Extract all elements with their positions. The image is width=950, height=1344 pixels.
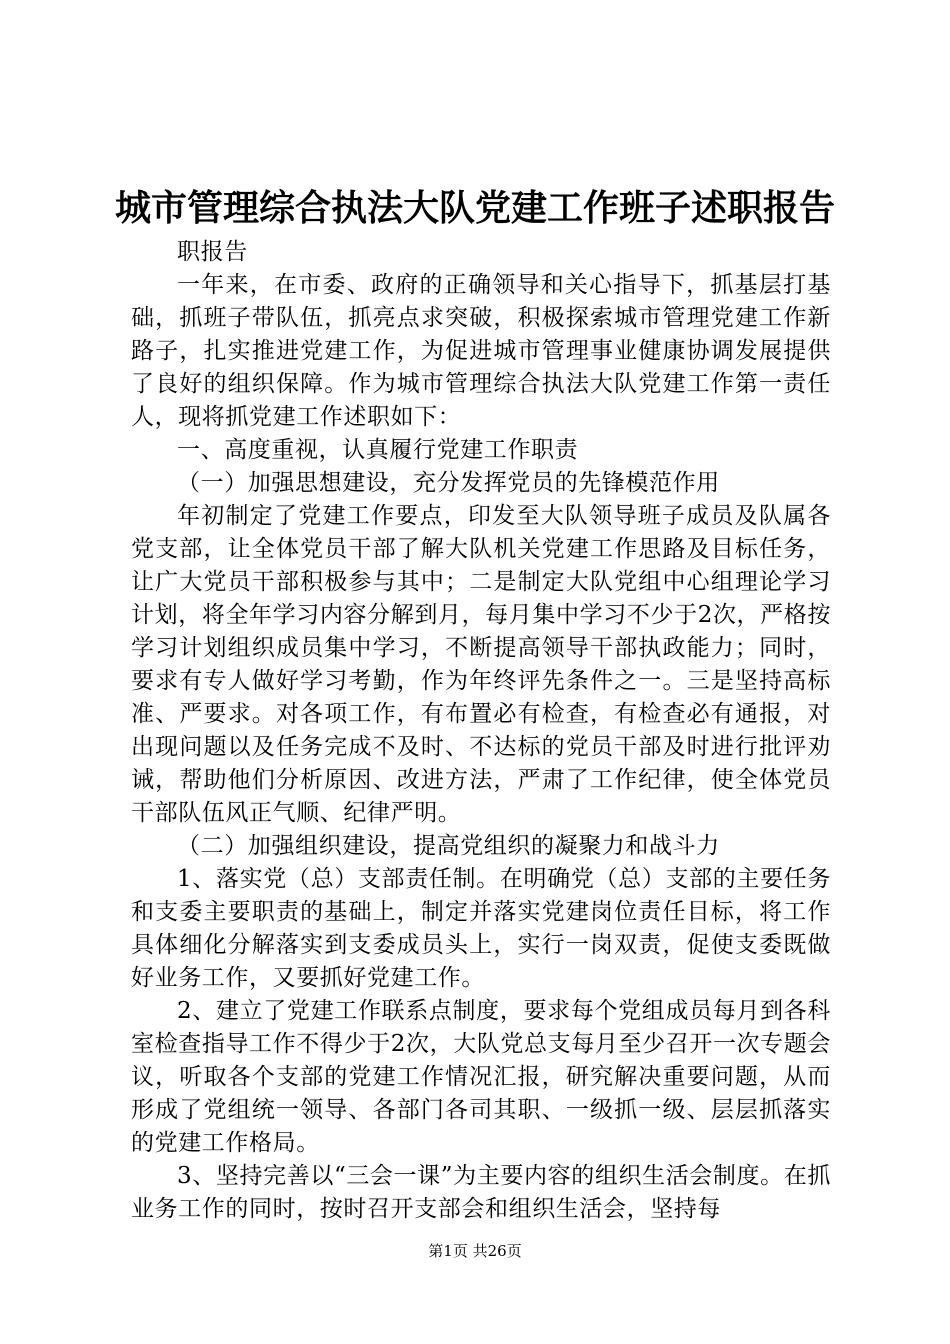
section-heading-1: 一、高度重视，认真履行党建工作职责 xyxy=(177,437,579,463)
document-body xyxy=(131,236,831,1226)
paragraph-overview: 一年来，在市委、政府的正确领导和关心指导下，抓基层打基础，抓班子带队伍，抓亮点求突破，积极探索城市管理党建工作新路子，扎实推进党建工作，为促进城市管理事业健康协调发展提供了良好的组织保障。作为城市管理综合执法大队党建工作第一责任人，现将抓党建工作述职如下： xyxy=(131,272,831,430)
subsection-heading-1: （一）加强思想建设，充分发挥党员的先锋模范作用 xyxy=(177,470,720,496)
subsection-heading-2: （二）加强组织建设，提高党组织的凝聚力和战斗力 xyxy=(177,833,720,859)
paragraph-ideology: 年初制定了党建工作要点，印发至大队领导班子成员及队属各党支部，让全体党员干部了解大队机关党建工作思路及目标任务，让广大党员干部积极参与其中；二是制定大队党组中心组理论学习计划，将全年学习内容分解到月，每月集中学习不少于2次，严格按学习计划组织成员集中学习，不断提高领导干部执政能力；同时，要求有专人做好学习考勤，作为年终评先条件之一。三是坚持高标准、严要求。对各项工作，有布置必有检查，有检查必有通报，对出现问题以及任务完成不及时、不达标的党员干部及时进行批评劝诫，帮助他们分析原因、改进方法，严肃了工作纪律，使全体党员干部队伍风正气顺、纪律严明。 xyxy=(131,503,831,826)
page-number-footer: 第1页 共26页 xyxy=(428,1242,522,1260)
paragraph-item-1: 1、落实党（总）支部责任制。在明确党（总）支部的主要任务和支委主要职责的基础上，制定并落实党建岗位责任目标，将工作具体细化分解落实到支委成员头上，实行一岗双责，促使支委既做好业务工作，又要抓好党建工作。 xyxy=(131,866,831,991)
paragraph-item-3: 3、坚持完善以“三会一课”为主要内容的组织生活会制度。在抓业务工作的同时，按时召开支部会和组织生活会，坚持每 xyxy=(131,1163,831,1222)
paragraph-item-2: 2、建立了党建工作联系点制度，要求每个党组成员每月到各科室检查指导工作不得少于2次，大队党总支每月至少召开一次专题会议，听取各个支部的党建工作情况汇报，研究解决重要问题，从而形成了党组统一领导、各部门各司其职、一级抓一级、层层抓落实的党建工作格局。 xyxy=(131,998,831,1156)
document-title: 城市管理综合执法大队党建工作班子述职报告 xyxy=(114,187,835,229)
paragraph-intro-label: 职报告 xyxy=(177,239,248,265)
